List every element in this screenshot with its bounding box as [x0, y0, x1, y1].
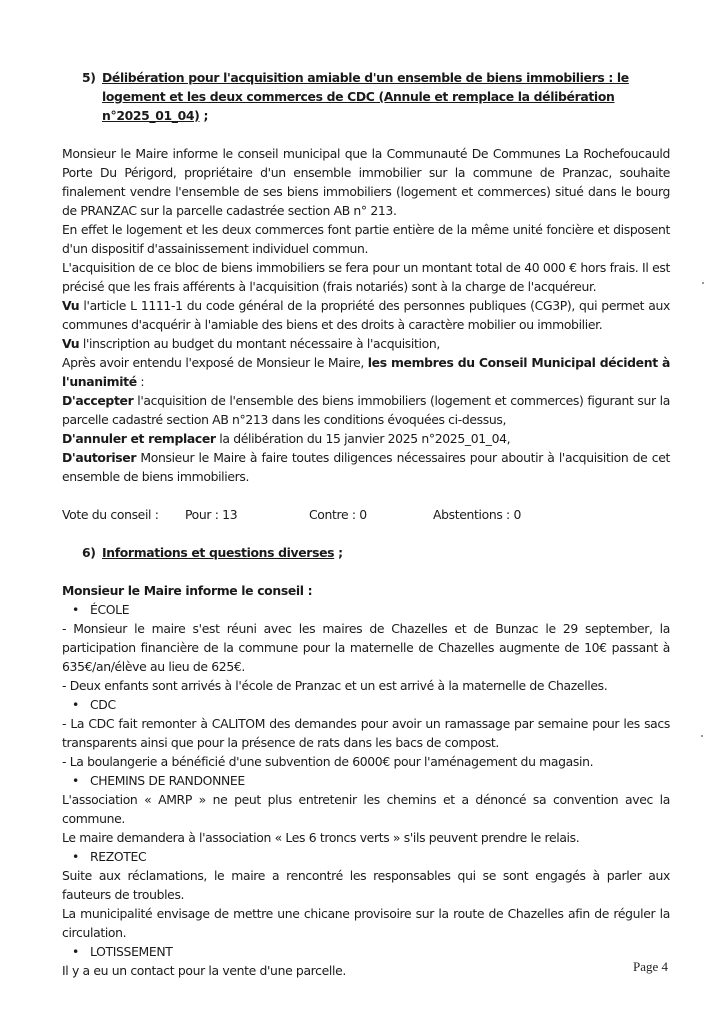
scan-speck [702, 282, 704, 284]
vu-label: Vu [62, 298, 80, 313]
vu-budget-paragraph [62, 334, 670, 353]
vu-article-paragraph [62, 296, 670, 334]
decision-verb: D'accepter [62, 393, 134, 408]
vu-text: l'article L 1111-1 du code général de la propriété des personnes publiques (CG3P), qui permet aux communes d'acquérir à l'amiable des biens et des droits à caractère mobilier ou immobilier. [62, 298, 670, 332]
topic-heading-ecole: • ÉCOLE [62, 600, 670, 619]
topic-line: - Deux enfants sont arrivés à l'école de Pranzac et un est arrivé à la maternelle de Chazelles. [62, 678, 608, 693]
vu-label: Vu [62, 336, 80, 351]
decision-verb: D'annuler et remplacer [62, 431, 216, 446]
section-5-title-suffix: ; [199, 108, 209, 123]
decision-intro-suffix: : [136, 374, 145, 389]
paragraph: L'acquisition de ce bloc de biens immobiliers se fera pour un montant total de 40 000 € hors frais. Il est précisé que les frais afférents à l'acquisition (frais notariés) sont à la charge de l'acquéreur. [62, 260, 670, 294]
section-5-heading [62, 68, 670, 125]
vote-abstentions: Abstentions : 0 [433, 507, 522, 522]
topic-line: Il y a eu un contact pour la vente d'une parcelle. [62, 963, 346, 978]
vu-text: l'inscription au budget du montant nécessaire à l'acquisition, [79, 336, 440, 351]
decision-text: Monsieur le Maire à faire toutes diligences nécessaires pour aboutir à l'acquisition de cet ensemble de biens immobiliers. [62, 450, 670, 484]
topic-heading-chemins: • CHEMINS DE RANDONNEE [62, 771, 670, 790]
decision-verb: D'autoriser [62, 450, 137, 465]
decision-intro [62, 353, 670, 391]
section-5-number: 5) [82, 70, 96, 85]
decision-item [62, 391, 670, 429]
decision-item [62, 429, 670, 448]
page-number: Page 4 [633, 959, 669, 974]
vote-pour: Pour : 13 [185, 507, 238, 522]
topic-heading-rezotec: • REZOTEC [62, 847, 670, 866]
decision-text: l'acquisition de l'ensemble des biens immobiliers (logement et commerces) figurant sur la parcelle cadastré section AB n°213 dans les conditions évoquées ci-dessus, [62, 393, 670, 427]
decision-intro-bold: les membres du Conseil Municipal décident à l'unanimité [62, 355, 670, 389]
paragraph: Monsieur le Maire informe le conseil municipal que la Communauté De Communes La Rochefoucauld Porte Du Périgord, propriétaire d'un ensemble immobilier sur la commune de Pranzac, souhaite finalement vendre l'ensemble de ses biens immobiliers (logement et commerces) situé dans le bourg de PRANZAC sur la parcelle cadastrée section AB n° 213. [62, 146, 670, 218]
topic-heading-cdc: • CDC [62, 695, 670, 714]
topic-heading-lotissement: • LOTISSEMENT [62, 942, 670, 961]
section-6-intro: Monsieur le Maire informe le conseil : [62, 583, 313, 598]
topic-line: - La boulangerie a bénéficié d'une subvention de 6000€ pour l'aménagement du magasin. [62, 754, 594, 769]
paragraph: En effet le logement et les deux commerces font partie entière de la même unité foncière et disposent d'un dispositif d'assainissement individuel commun. [62, 222, 670, 256]
topic-line: Suite aux réclamations, le maire a rencontré les responsables qui se sont engagés à parler aux fauteurs de troubles. [62, 868, 670, 902]
topic-line: L'association « AMRP » ne peut plus entretenir les chemins et a dénoncé sa convention avec la commune. [62, 792, 670, 826]
topic-line: - Monsieur le maire s'est réuni avec les maires de Chazelles et de Bunzac le 29 september, la participation financière de la commune pour la maternelle de Chazelles augmente de 10€ passant à 635€/an/élève au lieu de 625€. [62, 621, 670, 674]
decision-intro-text: Après avoir entendu l'exposé de Monsieur le Maire, [62, 355, 368, 370]
section-6-heading [62, 543, 670, 562]
section-5-title: Délibération pour l'acquisition amiable d'un ensemble de biens immobiliers : le logement et les deux commerces de CDC (Annule et remplace la délibération n°2025_01_04) [102, 70, 629, 123]
decision-text: la délibération du 15 janvier 2025 n°2025_01_04, [215, 431, 511, 446]
section-6-title: Informations et questions diverses [102, 545, 335, 560]
scan-speck [701, 735, 703, 737]
section-6-title-suffix: ; [334, 545, 343, 560]
topic-line: La municipalité envisage de mettre une chicane provisoire sur la route de Chazelles afin de réguler la circulation. [62, 906, 670, 940]
topic-line: - La CDC fait remonter à CALITOM des demandes pour avoir un ramassage par semaine pour les sacs transparents ainsi que pour la présence de rats dans les bacs de compost. [62, 716, 670, 750]
vote-result [62, 505, 670, 524]
topic-line: Le maire demandera à l'association « Les 6 troncs verts » s'ils peuvent prendre le relais. [62, 830, 580, 845]
section-6-number: 6) [82, 545, 96, 560]
vote-contre: Contre : 0 [309, 507, 367, 522]
decision-item [62, 448, 670, 486]
document-page [62, 68, 670, 980]
vote-label: Vote du conseil : [62, 507, 159, 522]
